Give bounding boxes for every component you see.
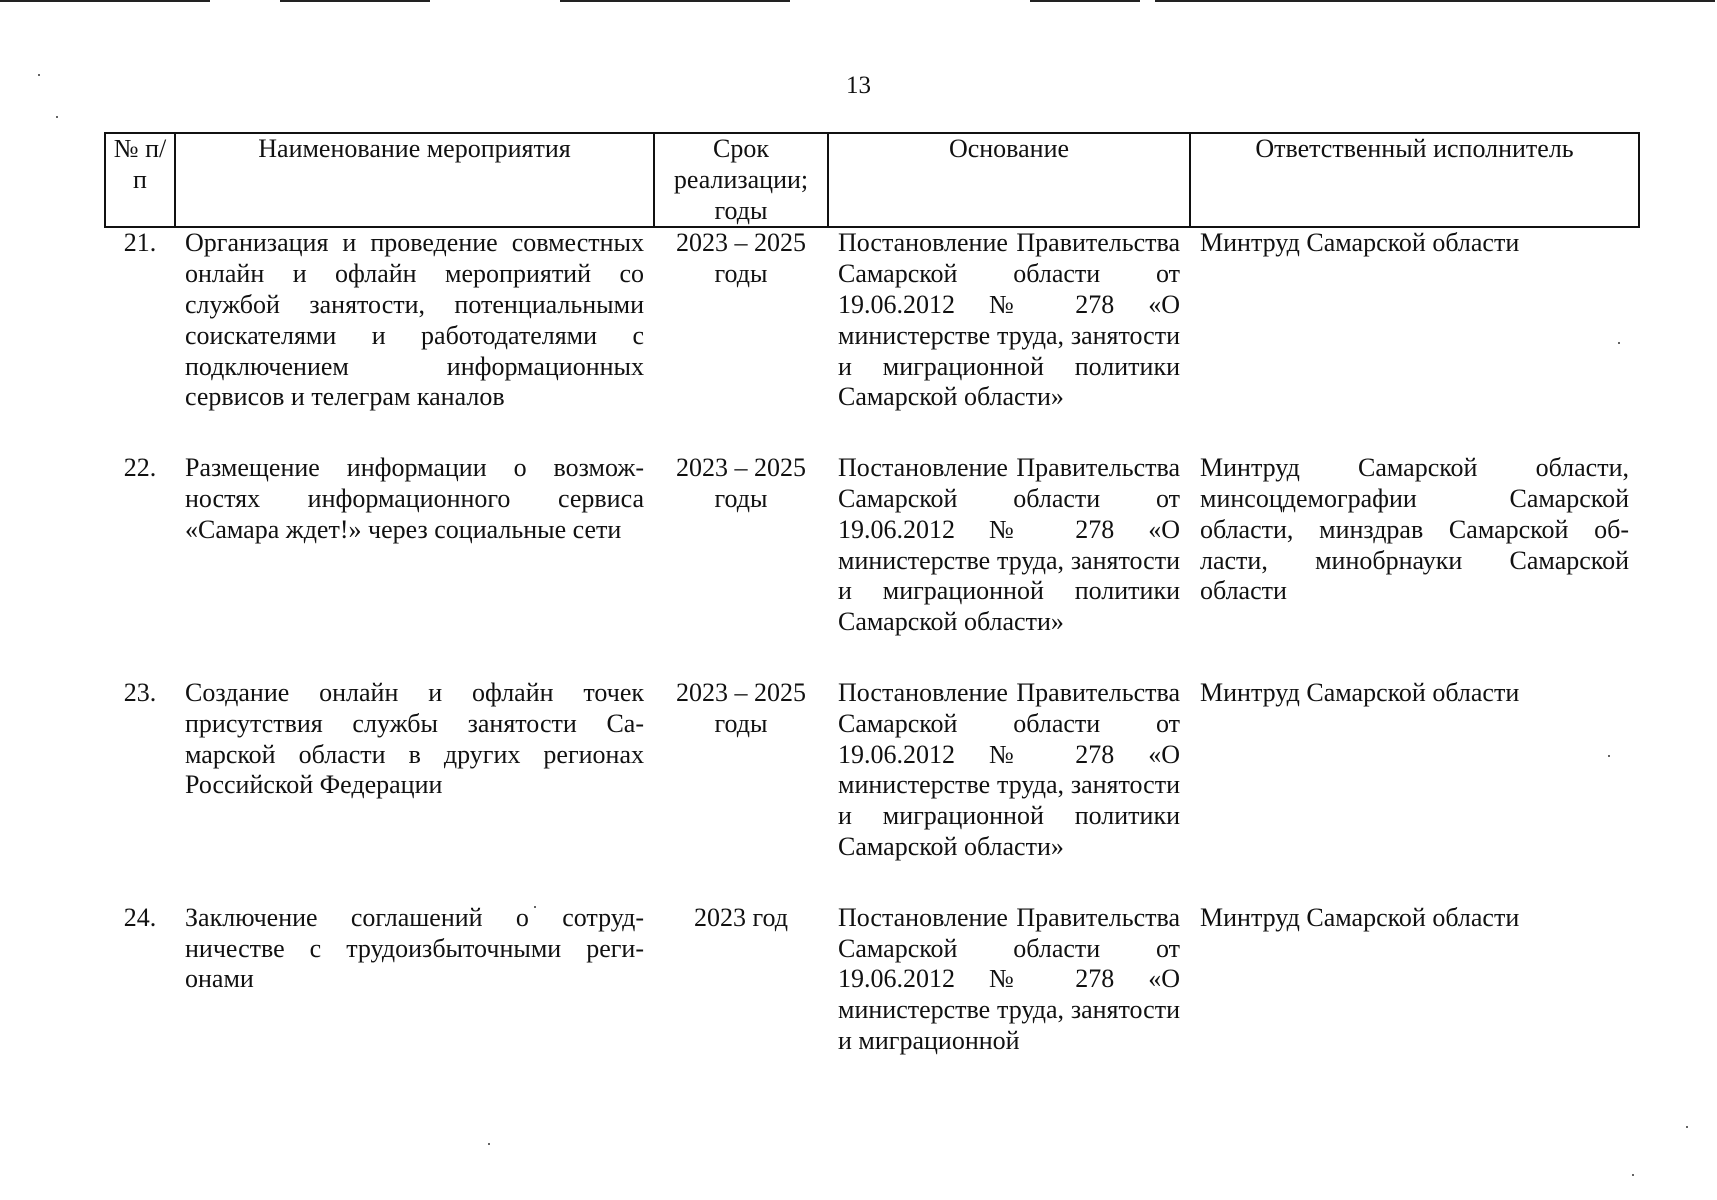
table-row [105,227,1639,453]
scan-edge-line [1030,0,1140,2]
header-name: Наименование мероприятия [175,133,654,227]
implementation-term: 2023 – 2025 годы [676,228,806,289]
implementation-term: 2023 – 2025 годы [676,677,806,738]
scan-speck [1632,1174,1634,1176]
measure-name: Организация и проведение совместных онлайн и офлайн мероприятий со службой занятости, потенциальными соискателями и работодателями с подключением информационных сервисов и телеграм каналов [185,228,644,412]
scan-edge-line [560,0,790,2]
measure-name: Размещение информации о возможностях информационного сервиса «Самара ждет!» через социальные сети [185,453,644,544]
responsible-executor: Минтруд Самарской области [1200,228,1520,258]
implementation-term: 2023 – 2025 годы [676,453,806,513]
header-term: Срок реализации; годы [654,133,828,227]
row-number: 22. [123,453,157,483]
row-number: 21. [123,228,157,258]
legal-basis: Постановление Правительства Самарской области от 19.06.2012 № 278 «О министерстве труда, занятости и миграционной политики Самарской области» [838,677,1180,861]
measure-name: Создание онлайн и офлайн точек присутствия службы занятости Самарской области в других регионах Российской Федерации [185,677,644,800]
legal-basis: Постановление Правительства Самарской области от 19.06.2012 № 278 «О министерстве труда, занятости и миграционной политики Самарской области» [838,453,1180,637]
scan-edge-line [280,0,430,2]
scan-speck [56,116,58,118]
legal-basis: Постановление Правительства Самарской области от 19.06.2012 № 278 «О министерстве труда, занятости и миграционной политики Самарской области» [838,228,1180,412]
table-row [105,903,1639,1057]
table-row [105,453,1639,678]
implementation-term: 2023 год [694,902,788,932]
page-number: 13 [846,72,871,99]
table-row [105,678,1639,903]
responsible-executor: Минтруд Самарской области [1200,902,1520,932]
scan-edge-line [1155,0,1715,2]
row-number: 24. [123,902,157,932]
header-num: № п/п [105,133,175,227]
header-executor: Ответственный исполнитель [1190,133,1639,227]
header-basis: Основание [828,133,1190,227]
legal-basis: Постановление Правительства Самарской области от 19.06.2012 № 278 «О министерстве труда, занятости и миграционной [838,902,1180,1055]
row-number: 23. [123,677,157,707]
scan-edge-line [0,0,210,2]
responsible-executor: Минтруд Самарской области [1200,677,1520,707]
scan-speck [488,1143,490,1145]
measures-table [104,132,1640,1057]
measure-name: Заключение соглашений о сотрудничестве с трудоизбыточными регионами [185,902,644,994]
responsible-executor: Минтруд Самарской области, минсоцдемографии Самарской области, минздрав Самарской области, минобрнауки Самарской области [1200,453,1629,606]
table-header-row [105,133,1639,227]
scan-speck [1686,1126,1688,1128]
